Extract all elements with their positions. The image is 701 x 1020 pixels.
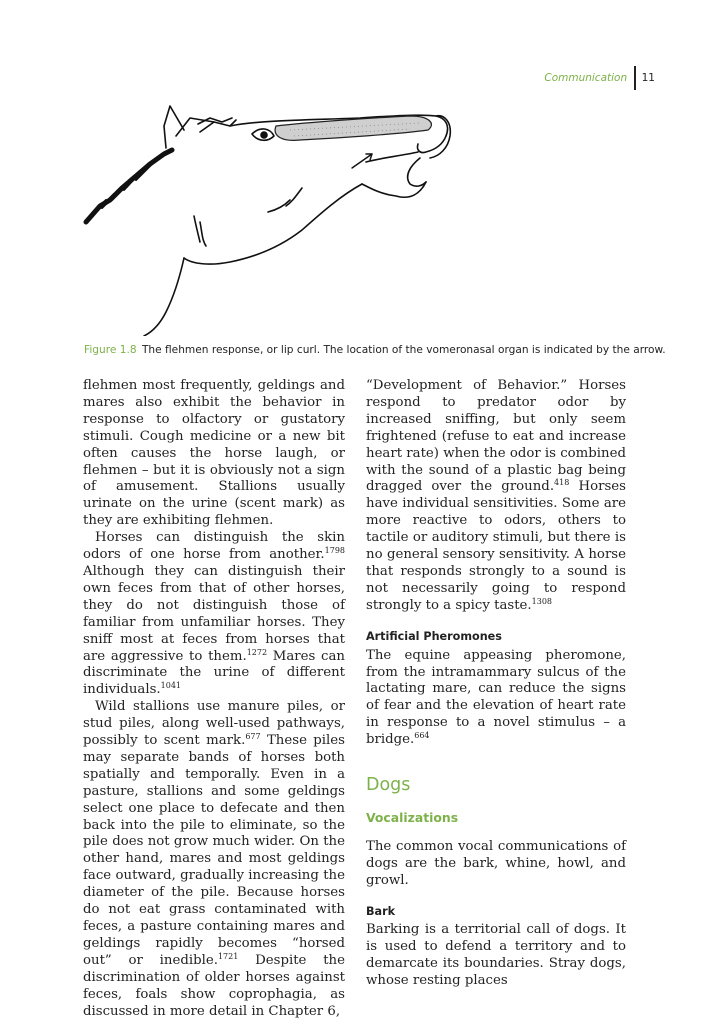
body-paragraph: The common vocal communications of dogs are the bark, whine, howl, and growl. bbox=[366, 838, 626, 888]
body-paragraph: flehmen most frequently, geldings and mares also exhibit the behavior in response to olfactory or gustatory stimuli. Cough medicine or a new bit often causes the horse laugh, or flehmen – but it is obviously not a sign of amusement. Stallions usually urinate on the urine (scent mark) as they are exhibiting flehmen. bbox=[83, 378, 345, 529]
right-column bbox=[366, 378, 626, 990]
running-head bbox=[544, 66, 655, 90]
figure-label: Figure 1.8 bbox=[84, 344, 137, 356]
figure-caption-text: The flehmen response, or lip curl. The location of the vomeronasal organ is indicated by the arrow. bbox=[141, 344, 666, 356]
text-run: Horses have individual sensitivities. Some are more reactive to odors, others to tactile or auditory stimuli, but there is no general sensory sensitivity. A horse that responds strongly to a sound is not necessarily going to respond strongly to a spicy taste. bbox=[366, 479, 626, 613]
text-run: Wild stallions use manure piles, or stud piles, along well-used pathways, possibly to scent mark. bbox=[83, 699, 345, 749]
text-run: The equine appeasing pheromone, from the intramammary sulcus of the lactating mare, can reduce the signs of fear and the elevation of heart rate in response to a novel stimulus – a bridge. bbox=[366, 647, 626, 748]
section-heading-dogs: Dogs bbox=[366, 775, 411, 796]
body-paragraph bbox=[366, 378, 626, 615]
flehmen-horse-illustration bbox=[80, 96, 460, 336]
text-run: Horses can distinguish the skin odors of one horse from another. bbox=[83, 530, 345, 563]
citation-ref: 1721 bbox=[217, 951, 239, 961]
left-column bbox=[83, 378, 345, 1020]
subheading-artificial-pheromones: Artificial Pheromones bbox=[366, 629, 502, 643]
text-run: Mares can discriminate the urine of different individuals. bbox=[83, 648, 345, 698]
text-run: Although they can distinguish their own feces from that of other horses, they do not distinguish those of familiar from unfamiliar horses. They sniff most at feces from horses that are aggressive to them. bbox=[83, 563, 345, 664]
citation-ref: 1041 bbox=[160, 681, 182, 691]
text-run: Despite the discrimination of older horses against feces, foals show coprophagia, as discussed in more detail in Chapter 6, bbox=[83, 952, 345, 1019]
citation-ref: 677 bbox=[245, 732, 261, 742]
running-head-section: Communication bbox=[544, 72, 628, 84]
body-paragraph bbox=[366, 648, 626, 749]
page-number: 11 bbox=[641, 72, 655, 84]
body-paragraph bbox=[83, 530, 345, 699]
text-run: These piles may separate bands of horses both spatially and temporally. Even in a pasture, stallions and some geldings select one place to defecate and then back into the pile to eliminate, so the pile does not grow much wider. On the other hand, mares and most geldings face outward, gradually increasing the diameter of the pile. Because horses do not eat grass contaminated with feces, a pasture containing mares and geldings rapidly becomes “horsed out” or inedible. bbox=[83, 733, 345, 968]
body-paragraph bbox=[83, 699, 345, 1020]
subheading-bark: Bark bbox=[366, 904, 396, 918]
citation-ref: 418 bbox=[554, 478, 570, 488]
subheading-vocalizations: Vocalizations bbox=[366, 809, 459, 825]
citation-ref: 1272 bbox=[246, 647, 268, 657]
body-paragraph: Barking is a territorial call of dogs. It is used to defend a territory and to demarcate its boundaries. Stray dogs, whose resting places bbox=[366, 922, 626, 989]
text-run: “Development of Behavior.” Horses respond to predator odor by increased sniffing, but only seem frightened (refuse to eat and increase heart rate) when the odor is combined with the sound of a plastic bag being dragged over the ground. bbox=[366, 378, 626, 495]
citation-ref: 664 bbox=[414, 731, 430, 741]
citation-ref: 1798 bbox=[324, 546, 345, 556]
citation-ref: 1308 bbox=[531, 596, 552, 606]
figure-caption bbox=[84, 344, 666, 356]
